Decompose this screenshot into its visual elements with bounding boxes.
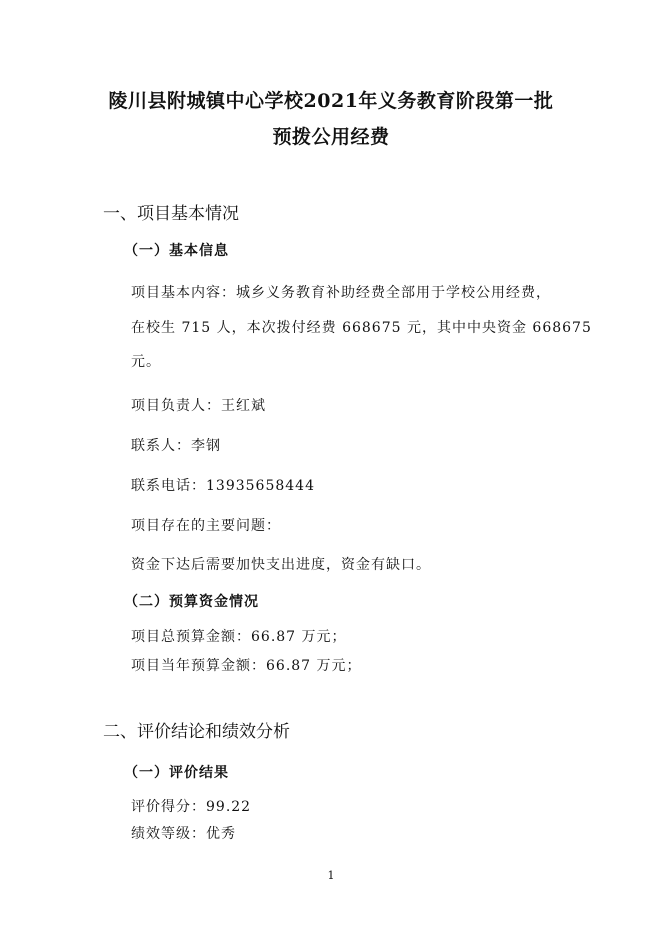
annual-budget-amount: 项目当年预算金额：66.87 万元； — [131, 658, 362, 674]
total-budget-amount: 项目总预算金额：66.87 万元； — [131, 629, 347, 645]
project-content-line3: 元。 — [131, 354, 161, 370]
project-leader: 项目负责人：王红斌 — [131, 398, 266, 414]
section-heading-evaluation: 二、评价结论和绩效分析 — [103, 722, 290, 742]
contact-person: 联系人：李钢 — [131, 438, 221, 454]
section-heading-project-basics: 一、项目基本情况 — [103, 204, 239, 224]
document-title-line2: 预拨公用经费 — [272, 126, 390, 148]
subsection-heading-evaluation-result: （一）评价结果 — [124, 765, 229, 781]
document-title-line1: 陵川县附城镇中心学校2021年义务教育阶段第一批 — [108, 90, 554, 112]
project-content-line1: 项目基本内容：城乡义务教育补助经费全部用于学校公用经费， — [131, 285, 551, 301]
project-content-line2: 在校生 715 人，本次拨付经费 668675 元，其中中央资金 668675 — [131, 320, 592, 336]
contact-phone: 联系电话：13935658444 — [131, 478, 315, 494]
subsection-heading-budget: （二）预算资金情况 — [124, 594, 259, 610]
page-number: 1 — [327, 869, 335, 882]
performance-grade: 绩效等级：优秀 — [131, 826, 236, 842]
problems-label: 项目存在的主要问题： — [131, 518, 281, 534]
evaluation-score: 评价得分：99.22 — [131, 799, 252, 815]
problems-text: 资金下达后需要加快支出进度，资金有缺口。 — [131, 557, 431, 573]
subsection-heading-basic-info: （一）基本信息 — [124, 243, 229, 259]
